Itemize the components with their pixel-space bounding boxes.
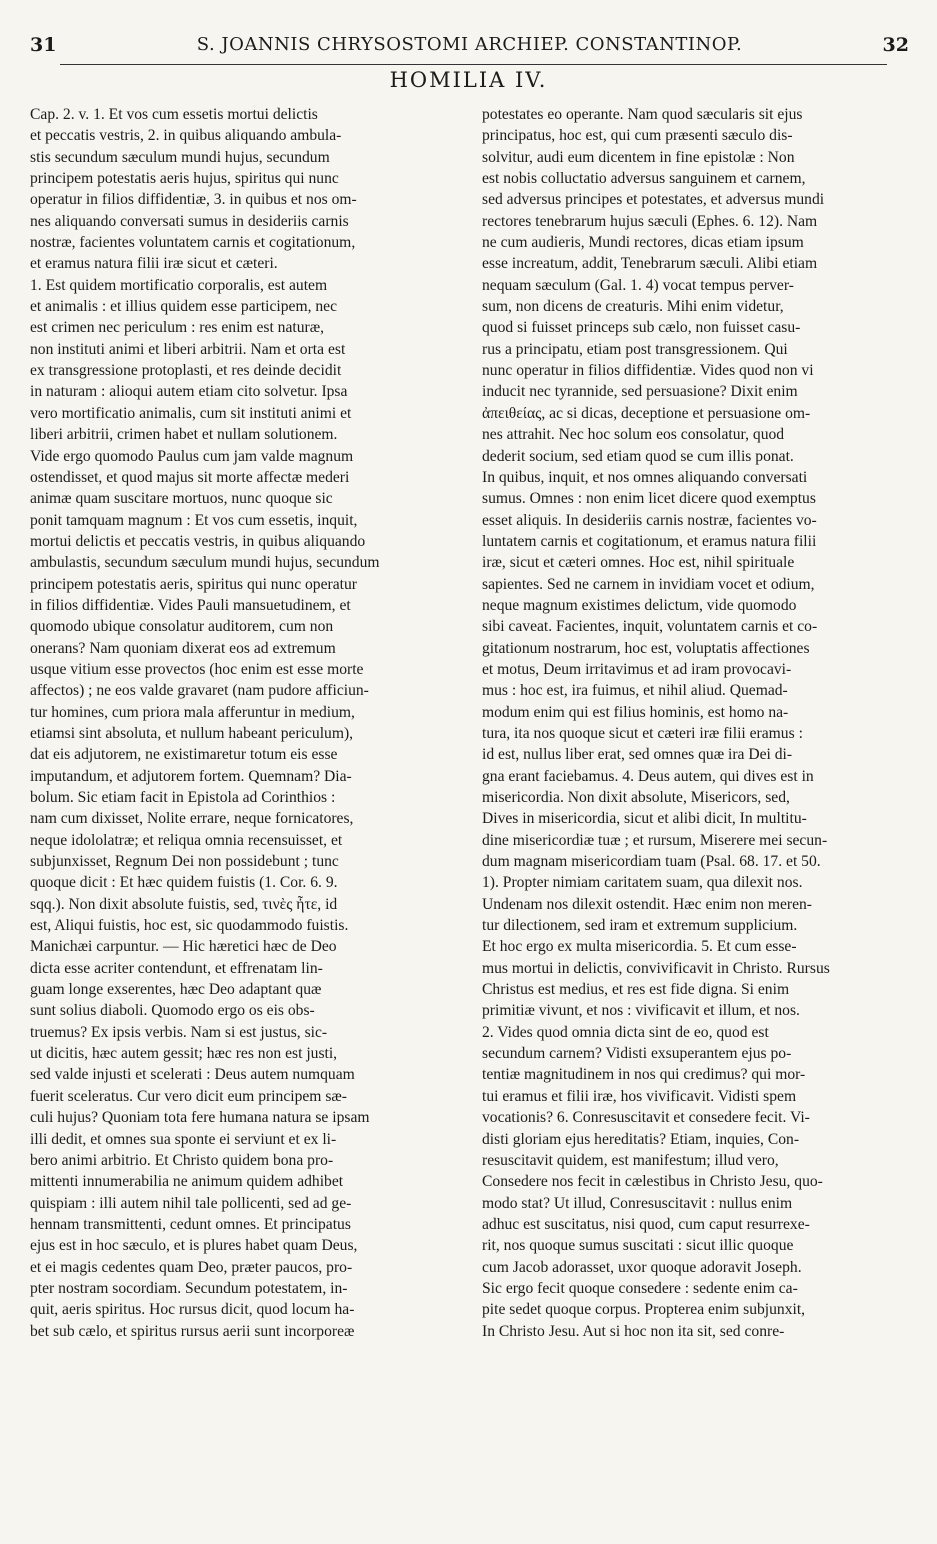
text-line: principem potestatis aeris, spiritus qui nunc operatur bbox=[30, 575, 357, 593]
text-line: et peccatis vestris, 2. in quibus aliquando ambula- bbox=[30, 127, 342, 145]
text-line: inducit nec tyrannide, sed persuasione? Dixit enim bbox=[482, 383, 798, 401]
text-line: ponit tamquam magnum : Et vos cum essetis, inquit, bbox=[30, 511, 358, 529]
text-line: quit, aeris spiritus. Hoc rursus dicit, quod locum ha- bbox=[30, 1301, 355, 1319]
text-line: sed adversus principes et potestates, et adversus mundi bbox=[482, 191, 825, 209]
text-line: secundum carnem? Vidisti exsuperantem ejus po- bbox=[482, 1045, 792, 1063]
text-line: illi dedit, et omnes sua sponte ei serviunt et ex li- bbox=[30, 1130, 337, 1148]
text-line: tura, ita nos quoque sicut et cæteri iræ filii eramus : bbox=[482, 724, 803, 742]
text-line: affectos) ; ne eos valde gravaret (nam pudore afficiun- bbox=[30, 682, 369, 700]
text-line: ut dicitis, hæc autem gessit; hæc res non est justi, bbox=[30, 1045, 338, 1063]
text-line: imputandum, et adjutorem fortem. Quemnam? Dia- bbox=[30, 767, 352, 785]
text-line: nes aliquando conversati sumus in desideriis carnis bbox=[30, 212, 349, 230]
text-line: ostendisset, et quod majus sit morte affectæ mederi bbox=[30, 468, 350, 486]
text-line: vocationis? 6. Conresuscitavit et consedere fecit. Vi- bbox=[482, 1109, 810, 1127]
text-line: gitationum nostrarum, hoc est, voluptatis affectiones bbox=[482, 639, 810, 657]
text-line: fuerit sceleratus. Cur vero dicit eum principem sæ- bbox=[30, 1087, 347, 1105]
text-line: tui eramus et filii iræ, hos vivificavit. Vidisti spem bbox=[482, 1087, 797, 1105]
text-line: dat eis adjutorem, ne existimaretur totum eis esse bbox=[30, 746, 338, 764]
text-line: quomodo ubique consolatur auditorem, cum non bbox=[30, 618, 334, 636]
text-line: quod si fuisset princeps sub cælo, non fuisset casu- bbox=[482, 319, 801, 337]
text-line: Consedere nos fecit in cælestibus in Christo Jesu, quo- bbox=[482, 1173, 823, 1191]
text-line: mortui delictis et peccatis vestris, in quibus aliquando bbox=[30, 532, 366, 550]
text-line: guam longe exserentes, hæc Deo adaptant quæ bbox=[30, 981, 322, 999]
text-line: culi hujus? Quoniam tota fere humana natura se ipsam bbox=[30, 1109, 370, 1127]
text-line: modo stat? Ut illud, Conresuscitavit : nullus enim bbox=[482, 1194, 793, 1212]
text-line: etiamsi sint absoluta, et nullum habeant periculum), bbox=[30, 724, 354, 742]
text-line: Christus est medius, et res est fide digna. Si enim bbox=[482, 981, 790, 999]
text-line: Cap. 2. v. 1. Et vos cum essetis mortui delictis bbox=[30, 106, 318, 123]
text-line: quispiam : illi autem nihil tale pollicenti, sed ad ge- bbox=[30, 1194, 352, 1212]
text-line: 1. Est quidem mortificatio corporalis, est autem bbox=[30, 276, 328, 294]
text-line: nunc operatur in filios diffidentiæ. Vides quod non vi bbox=[482, 362, 814, 380]
text-line: dum magnam misericordiam tuam (Psal. 68. 17. et 50. bbox=[482, 853, 821, 871]
text-line: dicta esse acriter contendunt, et effrenatam lin- bbox=[30, 959, 323, 977]
text-line: Undenam nos dilexit ostendit. Hæc enim non meren- bbox=[482, 895, 813, 913]
text-line: rus a principatu, etiam post transgressionem. Qui bbox=[482, 340, 788, 358]
text-line: mus : hoc est, ira fuimus, et nihil aliud. Quemad- bbox=[482, 682, 788, 700]
text-line: onerans? Nam quoniam dixerat eos ad extremum bbox=[30, 639, 336, 657]
text-line: esset aliquis. In desideriis carnis nostræ, facientes vo- bbox=[482, 511, 817, 529]
text-line: nequam sæculum (Gal. 1. 4) vocat tempus perver- bbox=[482, 276, 794, 294]
text-line: est, Aliqui fuistis, hoc est, sic quodammodo fuistis. bbox=[30, 917, 349, 935]
text-line: bero animi arbitrio. Et Christo quidem bona pro- bbox=[30, 1151, 334, 1169]
text-line: ne cum audieris, Mundi rectores, dicas etiam ipsum bbox=[482, 234, 804, 252]
text-line: nes attrahit. Nec hoc solum eos consolatur, quod bbox=[482, 426, 785, 444]
text-line: bet sub cælo, et spiritus rursus aerii sunt incorporeæ bbox=[30, 1322, 355, 1340]
text-line: sibi caveat. Facientes, inquit, voluntatem carnis et co- bbox=[482, 618, 818, 636]
page-number-right: 32 bbox=[882, 34, 909, 56]
text-line: primitiæ vivunt, et nos : vivificavit et illum, et nos. bbox=[482, 1002, 800, 1020]
text-line: Manichæi carpuntur. — Hic hæretici hæc de Deo bbox=[30, 938, 337, 956]
text-line: sum, non dicens de creaturis. Mihi enim videtur, bbox=[482, 298, 784, 316]
text-line: subjunxisset, Regnum Dei non possidebunt ; tunc bbox=[30, 853, 339, 871]
text-line: adhuc est suscitatus, nisi quod, cum caput resurrexe- bbox=[482, 1215, 810, 1233]
text-line: sapientes. Sed ne carnem in invidiam vocet et odium, bbox=[482, 575, 815, 593]
text-line: vero mortificatio animalis, cum sit instituti animi et bbox=[30, 404, 352, 422]
text-line: 1). Propter nimiam caritatem suam, qua dilexit nos. bbox=[482, 874, 803, 892]
text-line: sqq.). Non dixit absolute fuistis, sed, τινὲς ἦτε, id bbox=[30, 895, 338, 913]
text-line: usque vitium esse provectos (hoc enim est esse morte bbox=[30, 660, 364, 678]
text-line: ambulastis, secundum sæculum mundi hujus, secundum bbox=[30, 554, 380, 572]
homily-title: HOMILIA IV. bbox=[389, 68, 548, 92]
text-line: stis secundum sæculum mundi hujus, secundum bbox=[30, 148, 330, 166]
text-line: In quibus, inquit, et nos omnes aliquando conversati bbox=[482, 468, 808, 486]
text-line: tentiæ magnitudinem in nos qui credimus? qui mor- bbox=[482, 1066, 806, 1084]
text-line: 2. Vides quod omnia dicta sint de eo, quod est bbox=[482, 1023, 769, 1041]
text-line: neque magnum existimes delictum, vide quomodo bbox=[482, 596, 797, 614]
text-line: luntatem carnis et cogitationum, et eramus natura filii bbox=[482, 532, 817, 550]
text-line: modum enim qui est filius hominis, est homo na- bbox=[482, 703, 789, 721]
text-line: in filios diffidentiæ. Vides Pauli mansuetudinem, et bbox=[30, 596, 351, 614]
text-line: ex transgressione protoplasti, et res deinde decidit bbox=[30, 362, 342, 380]
text-line: operatur in filios diffidentiæ, 3. in quibus et nos om- bbox=[30, 191, 357, 209]
text-line: quoque dicit : Et hæc quidem fuistis (1. Cor. 6. 9. bbox=[30, 874, 338, 892]
text-line: cum Jacob adorasset, uxor quoque adoravit Joseph. bbox=[482, 1258, 802, 1276]
text-line: rectores tenebrarum hujus sæculi (Ephes. 6. 12). Nam bbox=[482, 212, 818, 230]
text-line: solvitur, audi eum dicentem in fine epistolæ : Non bbox=[482, 148, 795, 166]
text-line: sumus. Omnes : non enim licet dicere quod exemptus bbox=[482, 490, 816, 508]
text-line: pter nostram socordiam. Secundum potestatem, in- bbox=[30, 1279, 348, 1297]
text-line: animæ quam suscitare mortuos, nunc quoque sic bbox=[30, 490, 333, 508]
text-line: tur homines, cum priora mala afferuntur in medium, bbox=[30, 703, 355, 721]
text-line: principem potestatis aeris hujus, spiritus qui nunc bbox=[30, 170, 339, 188]
page-header bbox=[30, 34, 909, 58]
text-line: sed valde injusti et scelerati : Deus autem numquam bbox=[30, 1066, 355, 1084]
text-line: liberi arbitrii, crimen habet et nullam solutionem. bbox=[30, 426, 338, 444]
text-line: sunt solius diaboli. Quomodo ergo os eis obs- bbox=[30, 1002, 315, 1020]
text-line: hennam transmittenti, cedunt omnes. Et principatus bbox=[30, 1215, 351, 1233]
text-line: et ei magis cedentes quam Deo, præter paucos, pro- bbox=[30, 1258, 353, 1276]
text-line: Et hoc ergo ex multa misericordia. 5. Et cum esse- bbox=[482, 938, 797, 956]
text-line: nostræ, facientes voluntatem carnis et cogitationum, bbox=[30, 234, 356, 252]
text-line: rit, nos quoque sumus suscitati : sicut illic quoque bbox=[482, 1237, 794, 1255]
text-line: nam cum dixisset, Nolite errare, neque fornicatores, bbox=[30, 810, 354, 828]
right-column bbox=[482, 104, 892, 1342]
text-line: gna erant faciebamus. 4. Deus autem, qui dives est in bbox=[482, 767, 814, 785]
text-line: mus mortui in delictis, convivificavit in Christo. Rursus bbox=[482, 959, 830, 977]
text-line: disti gloriam ejus hereditatis? Etiam, inquies, Con- bbox=[482, 1130, 800, 1148]
text-line: ἀπειθείας, ac si dicas, deceptione et persuasione om- bbox=[482, 404, 811, 422]
header-rule bbox=[60, 64, 887, 65]
text-line: est crimen nec periculum : res enim est naturæ, bbox=[30, 319, 325, 337]
text-line: et eramus natura filii iræ sicut et cæteri. bbox=[30, 255, 278, 273]
text-line: In Christo Jesu. Aut si hoc non ita sit, sed conre- bbox=[482, 1322, 785, 1340]
text-line: est nobis colluctatio adversus sanguinem et carnem, bbox=[482, 170, 806, 188]
text-line: esse increatum, addit, Tenebrarum sæculi. Alibi etiam bbox=[482, 255, 818, 273]
text-line: resuscitavit quidem, est manifestum; illud vero, bbox=[482, 1151, 779, 1169]
text-line: iræ, sicut et cæteri omnes. Hoc est, nihil spirituale bbox=[482, 554, 795, 572]
text-line: Sic ergo fecit quoque consedere : sedente enim ca- bbox=[482, 1279, 798, 1297]
text-line: tur dilectionem, sed iram et extremum supplicium. bbox=[482, 917, 798, 935]
text-line: truemus? Ex ipsis verbis. Nam si est justus, sic- bbox=[30, 1023, 328, 1041]
text-line: Dives in misericordia, sicut et alibi dicit, In multitu- bbox=[482, 810, 807, 828]
text-line: non instituti animi et liberi arbitrii. Nam et orta est bbox=[30, 340, 346, 358]
text-line: mittenti innumerabilia ne animum quidem adhibet bbox=[30, 1173, 344, 1191]
text-line: dine misericordiæ tuæ ; et rursum, Miserere mei secun- bbox=[482, 831, 828, 849]
text-line: Vide ergo quomodo Paulus cum jam valde magnum bbox=[30, 447, 354, 465]
text-line: in naturam : alioqui autem etiam cito solvetur. Ipsa bbox=[30, 383, 348, 401]
text-line: principatus, hoc est, qui cum præsenti sæculo dis- bbox=[482, 127, 793, 145]
left-column bbox=[30, 104, 455, 1342]
text-line: et motus, Deum irritavimus et ad iram provocavi- bbox=[482, 660, 792, 678]
text-line: neque idololatræ; et reliqua omnia recensuisset, et bbox=[30, 831, 343, 849]
text-line: id est, nullus liber erat, sed omnes quæ ira Dei di- bbox=[482, 746, 793, 764]
text-line: dederit socium, sed etiam quod se cum illis ponat. bbox=[482, 447, 794, 465]
text-line: et animalis : et illius quidem esse participem, nec bbox=[30, 298, 338, 316]
running-title: S. JOANNIS CHRYSOSTOMI ARCHIEP. CONSTANTINOP. bbox=[196, 34, 743, 55]
page-number-left: 31 bbox=[30, 34, 57, 56]
text-line: ejus est in hoc sæculo, et is plures habet quam Deus, bbox=[30, 1237, 358, 1255]
text-line: pite sedet quoque corpus. Propterea enim subjunxit, bbox=[482, 1301, 806, 1319]
text-line: misericordia. Non dixit absolute, Misericors, sed, bbox=[482, 789, 790, 806]
text-line: bolum. Sic etiam facit in Epistola ad Corinthios : bbox=[30, 789, 336, 806]
text-line: potestates eo operante. Nam quod sæcularis sit ejus bbox=[482, 106, 803, 123]
